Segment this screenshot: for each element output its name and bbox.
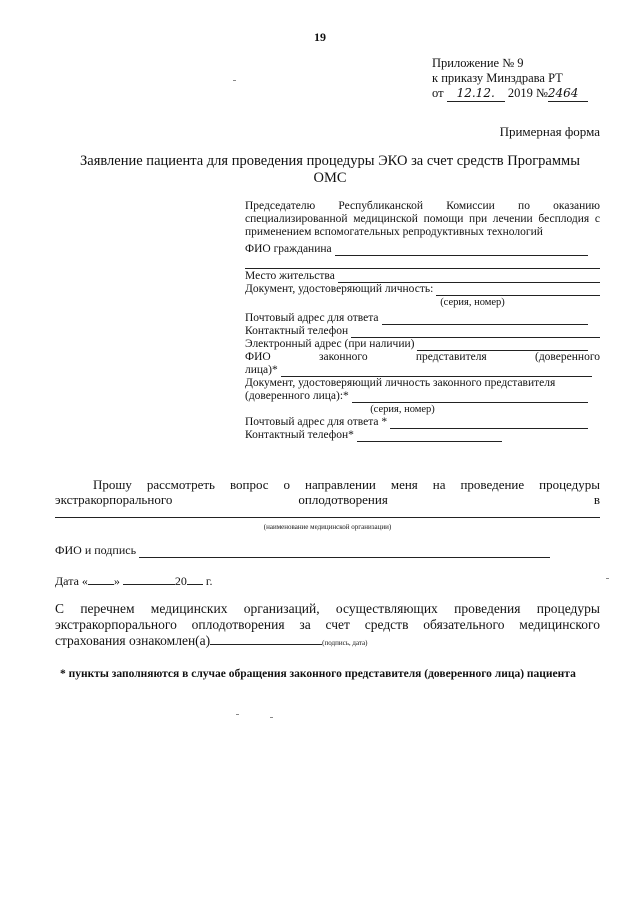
request-word2: оплодотворения [298, 492, 388, 507]
signature-label: ФИО и подпись [55, 543, 137, 557]
email-label: Электронный адрес (при наличии) [245, 338, 415, 350]
appendix-date-prefix: от [432, 86, 444, 100]
postal2-row [245, 416, 600, 429]
rep-fio-label-2: лица)* [245, 364, 278, 376]
request-line1: Прошу рассмотреть вопрос о направлении меня на проведение процедуры [93, 477, 600, 492]
scan-speck [270, 717, 273, 718]
phone2-field[interactable] [357, 431, 502, 442]
phone2-row [245, 429, 600, 442]
appendix-year: 2019 № [507, 86, 548, 100]
rep-fio-row [245, 364, 600, 377]
scan-speck [233, 80, 236, 81]
appendix-date-handwritten: 12.12. [447, 86, 505, 102]
rep-doc-field[interactable] [352, 392, 588, 403]
date-year-prefix: 20 [174, 574, 187, 588]
request-line2 [55, 492, 600, 507]
date-label: Дата « [55, 574, 88, 588]
scan-speck [606, 578, 609, 579]
phone-label: Контактный телефон [245, 325, 349, 337]
sample-form-label: Примерная форма [499, 124, 600, 139]
form-title [60, 153, 600, 187]
fio-field-extra[interactable] [245, 256, 600, 269]
request-block [55, 477, 600, 535]
date-row [55, 574, 600, 589]
date-day-field[interactable] [88, 574, 114, 585]
appendix-block [432, 56, 588, 102]
rep-doc-label-2: (доверенного лица):* [245, 390, 349, 402]
appendix-date [432, 86, 588, 102]
page-number: 19 [314, 30, 326, 44]
form-title-line2: ОМС [313, 170, 347, 186]
appendix-number-handwritten: 2464 [548, 86, 588, 102]
rep-doc-label-1: Документ, удостоверяющий личность законного представителя [245, 377, 556, 389]
postal2-label: Почтовый адрес для ответа * [245, 416, 388, 428]
email-row [245, 338, 600, 351]
request-word3: в [593, 492, 600, 507]
id-doc-row [245, 283, 600, 296]
addressee-text: Председателю Республиканской Комиссии по оказанию специализированной медицинской помощи при лечении бесплодия с применением вспомогательных репродуктивных технологий [245, 200, 600, 238]
phone-row [245, 325, 600, 338]
postal-row [245, 312, 600, 325]
rep-doc-row [245, 390, 600, 403]
signature-row [55, 543, 600, 558]
fio-row [245, 243, 600, 256]
appendix-line1: Приложение № 9 [432, 56, 524, 70]
residence-label: Место жительства [245, 270, 335, 282]
date-mid: » [113, 574, 120, 588]
series-number-caption-2: (серия, номер) [370, 404, 435, 415]
date-suffix: г. [205, 574, 213, 588]
postal-label: Почтовый адрес для ответа [245, 312, 379, 324]
phone-field[interactable] [351, 327, 600, 338]
rep-fio-field[interactable] [281, 366, 592, 377]
fio-field[interactable] [335, 245, 588, 256]
postal2-field[interactable] [390, 418, 588, 429]
residence-field[interactable] [338, 272, 600, 283]
acknowledge-text: С перечнем медицинских организаций, осуществляющих проведения процедуры экстракорпорального оплодотворения за счет средств обязательного медицинского страхования ознакомлен(а) [55, 601, 600, 648]
residence-row [245, 270, 600, 283]
acknowledge-signature-field[interactable] [210, 633, 322, 645]
postal-field[interactable] [382, 314, 588, 325]
date-year-field[interactable] [187, 574, 203, 585]
date-month-field[interactable] [123, 574, 175, 585]
fio-label: ФИО гражданина [245, 243, 332, 255]
footnote: * пункты заполняются в случае обращения законного представителя (доверенного лица) пациента [60, 668, 576, 680]
acknowledge-caption: (подпись, дата) [322, 639, 368, 647]
id-doc-field[interactable] [436, 285, 600, 296]
appendix-line2: к приказу Минздрава РТ [432, 71, 563, 85]
org-caption: (наименование медицинской организации) [263, 523, 392, 531]
form-title-line1: Заявление пациента для проведения процедуры ЭКО за счет средств Программы [80, 153, 580, 169]
acknowledge-block [55, 601, 600, 651]
addressee-block [245, 200, 600, 442]
request-word1: экстракорпорального [55, 492, 173, 507]
signature-field[interactable] [139, 547, 550, 558]
rep-fio-label-1: ФИО законного представителя (доверенного [245, 351, 600, 363]
email-field[interactable] [417, 340, 588, 351]
org-name-field[interactable] [55, 507, 600, 518]
phone2-label: Контактный телефон* [245, 429, 354, 441]
id-doc-label: Документ, удостоверяющий личность: [245, 283, 434, 295]
series-number-caption: (серия, номер) [440, 297, 505, 308]
scan-speck [236, 714, 239, 715]
